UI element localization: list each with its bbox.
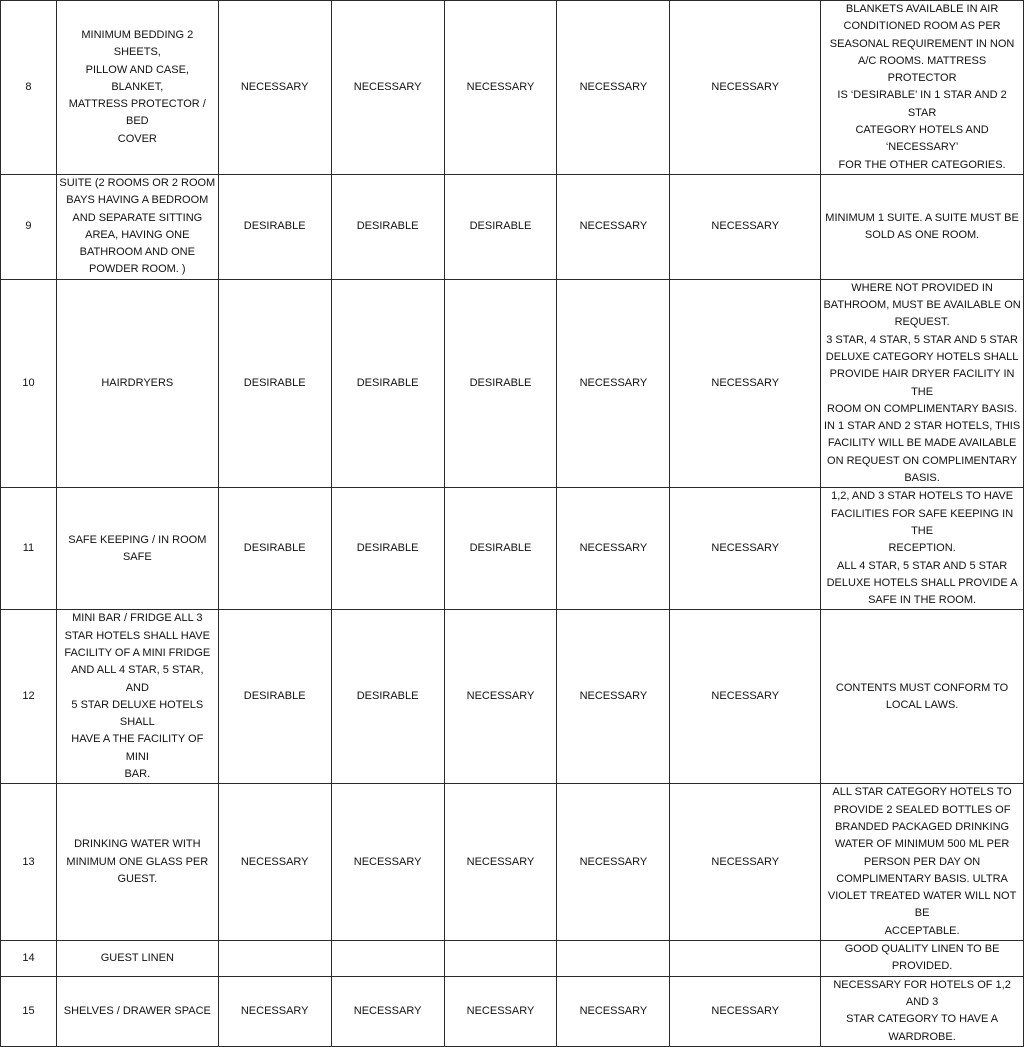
table-row: [1, 488, 1024, 610]
facility-description: GUEST LINEN: [56, 941, 218, 977]
category-cell: [670, 941, 821, 977]
row-number: 15: [1, 976, 57, 1046]
remarks-cell: ALL STAR CATEGORY HOTELS TO PROVIDE 2 SEALED BOTTLES OF BRANDED PACKAGED DRINKING WATER OF MINIMUM 500 ML PER PERSON PER DAY ON COMPLIMENTARY BASIS. ULTRA VIOLET TREATED WATER WILL NOT BE ACCEPTABLE.: [821, 784, 1024, 941]
category-cell: DESIRABLE: [331, 488, 444, 610]
category-cell: NECESSARY: [557, 1, 670, 175]
facility-description: SUITE (2 ROOMS OR 2 ROOM BAYS HAVING A BEDROOM AND SEPARATE SITTING AREA, HAVING ONE BATHROOM AND ONE POWDER ROOM. ): [56, 174, 218, 279]
category-cell: NECESSARY: [670, 279, 821, 488]
facility-description: SAFE KEEPING / IN ROOM SAFE: [56, 488, 218, 610]
facility-description: HAIRDRYERS: [56, 279, 218, 488]
row-number: 13: [1, 784, 57, 941]
remarks-cell: 1,2, AND 3 STAR HOTELS TO HAVE FACILITIES FOR SAFE KEEPING IN THE RECEPTION. ALL 4 STAR, 5 STAR AND 5 STAR DELUXE HOTELS SHALL PROVIDE A SAFE IN THE ROOM.: [821, 488, 1024, 610]
category-cell: [444, 941, 557, 977]
table-row: [1, 279, 1024, 488]
category-cell: NECESSARY: [557, 279, 670, 488]
category-cell: DESIRABLE: [444, 279, 557, 488]
table-row: [1, 941, 1024, 977]
category-cell: DESIRABLE: [331, 279, 444, 488]
category-cell: DESIRABLE: [218, 610, 331, 784]
row-number: 14: [1, 941, 57, 977]
remarks-cell: GOOD QUALITY LINEN TO BE PROVIDED.: [821, 941, 1024, 977]
category-cell: [218, 941, 331, 977]
category-cell: NECESSARY: [670, 976, 821, 1046]
facility-description: MINI BAR / FRIDGE ALL 3 STAR HOTELS SHALL HAVE FACILITY OF A MINI FRIDGE AND ALL 4 STAR, 5 STAR, AND 5 STAR DELUXE HOTELS SHALL HAVE A THE FACILITY OF MINI BAR.: [56, 610, 218, 784]
row-number: 8: [1, 1, 57, 175]
category-cell: NECESSARY: [331, 976, 444, 1046]
facility-description: MINIMUM BEDDING 2 SHEETS, PILLOW AND CASE, BLANKET, MATTRESS PROTECTOR / BED COVER: [56, 1, 218, 175]
category-cell: NECESSARY: [444, 1, 557, 175]
remarks-cell: BLANKETS AVAILABLE IN AIR CONDITIONED ROOM AS PER SEASONAL REQUIREMENT IN NON A/C ROOMS. MATTRESS PROTECTOR IS ‘DESIRABLE’ IN 1 STAR AND 2 STAR CATEGORY HOTELS AND ‘NECESSARY’ FOR THE OTHER CATEGORIES.: [821, 1, 1024, 175]
row-number: 12: [1, 610, 57, 784]
remarks-cell: NECESSARY FOR HOTELS OF 1,2 AND 3 STAR CATEGORY TO HAVE A WARDROBE.: [821, 976, 1024, 1046]
category-cell: [331, 941, 444, 977]
category-cell: NECESSARY: [670, 488, 821, 610]
category-cell: NECESSARY: [444, 976, 557, 1046]
category-cell: NECESSARY: [218, 976, 331, 1046]
category-cell: NECESSARY: [557, 976, 670, 1046]
category-cell: DESIRABLE: [218, 174, 331, 279]
category-cell: NECESSARY: [331, 784, 444, 941]
table-row: [1, 784, 1024, 941]
category-cell: [557, 941, 670, 977]
category-cell: DESIRABLE: [444, 488, 557, 610]
category-cell: NECESSARY: [444, 784, 557, 941]
category-cell: NECESSARY: [331, 1, 444, 175]
table-row: [1, 976, 1024, 1046]
table-row: [1, 174, 1024, 279]
category-cell: NECESSARY: [444, 610, 557, 784]
row-number: 11: [1, 488, 57, 610]
category-cell: NECESSARY: [218, 1, 331, 175]
row-number: 10: [1, 279, 57, 488]
category-cell: DESIRABLE: [218, 488, 331, 610]
category-cell: DESIRABLE: [331, 610, 444, 784]
category-cell: NECESSARY: [557, 610, 670, 784]
remarks-cell: CONTENTS MUST CONFORM TO LOCAL LAWS.: [821, 610, 1024, 784]
category-cell: NECESSARY: [670, 1, 821, 175]
category-cell: DESIRABLE: [331, 174, 444, 279]
row-number: 9: [1, 174, 57, 279]
category-cell: NECESSARY: [557, 784, 670, 941]
facility-description: DRINKING WATER WITH MINIMUM ONE GLASS PER GUEST.: [56, 784, 218, 941]
remarks-cell: MINIMUM 1 SUITE. A SUITE MUST BE SOLD AS ONE ROOM.: [821, 174, 1024, 279]
facility-description: SHELVES / DRAWER SPACE: [56, 976, 218, 1046]
category-cell: NECESSARY: [670, 174, 821, 279]
category-cell: NECESSARY: [557, 174, 670, 279]
category-cell: NECESSARY: [670, 610, 821, 784]
category-cell: NECESSARY: [670, 784, 821, 941]
remarks-cell: WHERE NOT PROVIDED IN BATHROOM, MUST BE AVAILABLE ON REQUEST. 3 STAR, 4 STAR, 5 STAR AND 5 STAR DELUXE CATEGORY HOTELS SHALL PROVIDE HAIR DRYER FACILITY IN THE ROOM ON COMPLIMENTARY BASIS. IN 1 STAR AND 2 STAR HOTELS, THIS FACILITY WILL BE MADE AVAILABLE ON REQUEST ON COMPLIMENTARY BASIS.: [821, 279, 1024, 488]
category-cell: NECESSARY: [557, 488, 670, 610]
table-row: [1, 1, 1024, 175]
category-cell: DESIRABLE: [444, 174, 557, 279]
category-cell: DESIRABLE: [218, 279, 331, 488]
table-row: [1, 610, 1024, 784]
category-cell: NECESSARY: [218, 784, 331, 941]
